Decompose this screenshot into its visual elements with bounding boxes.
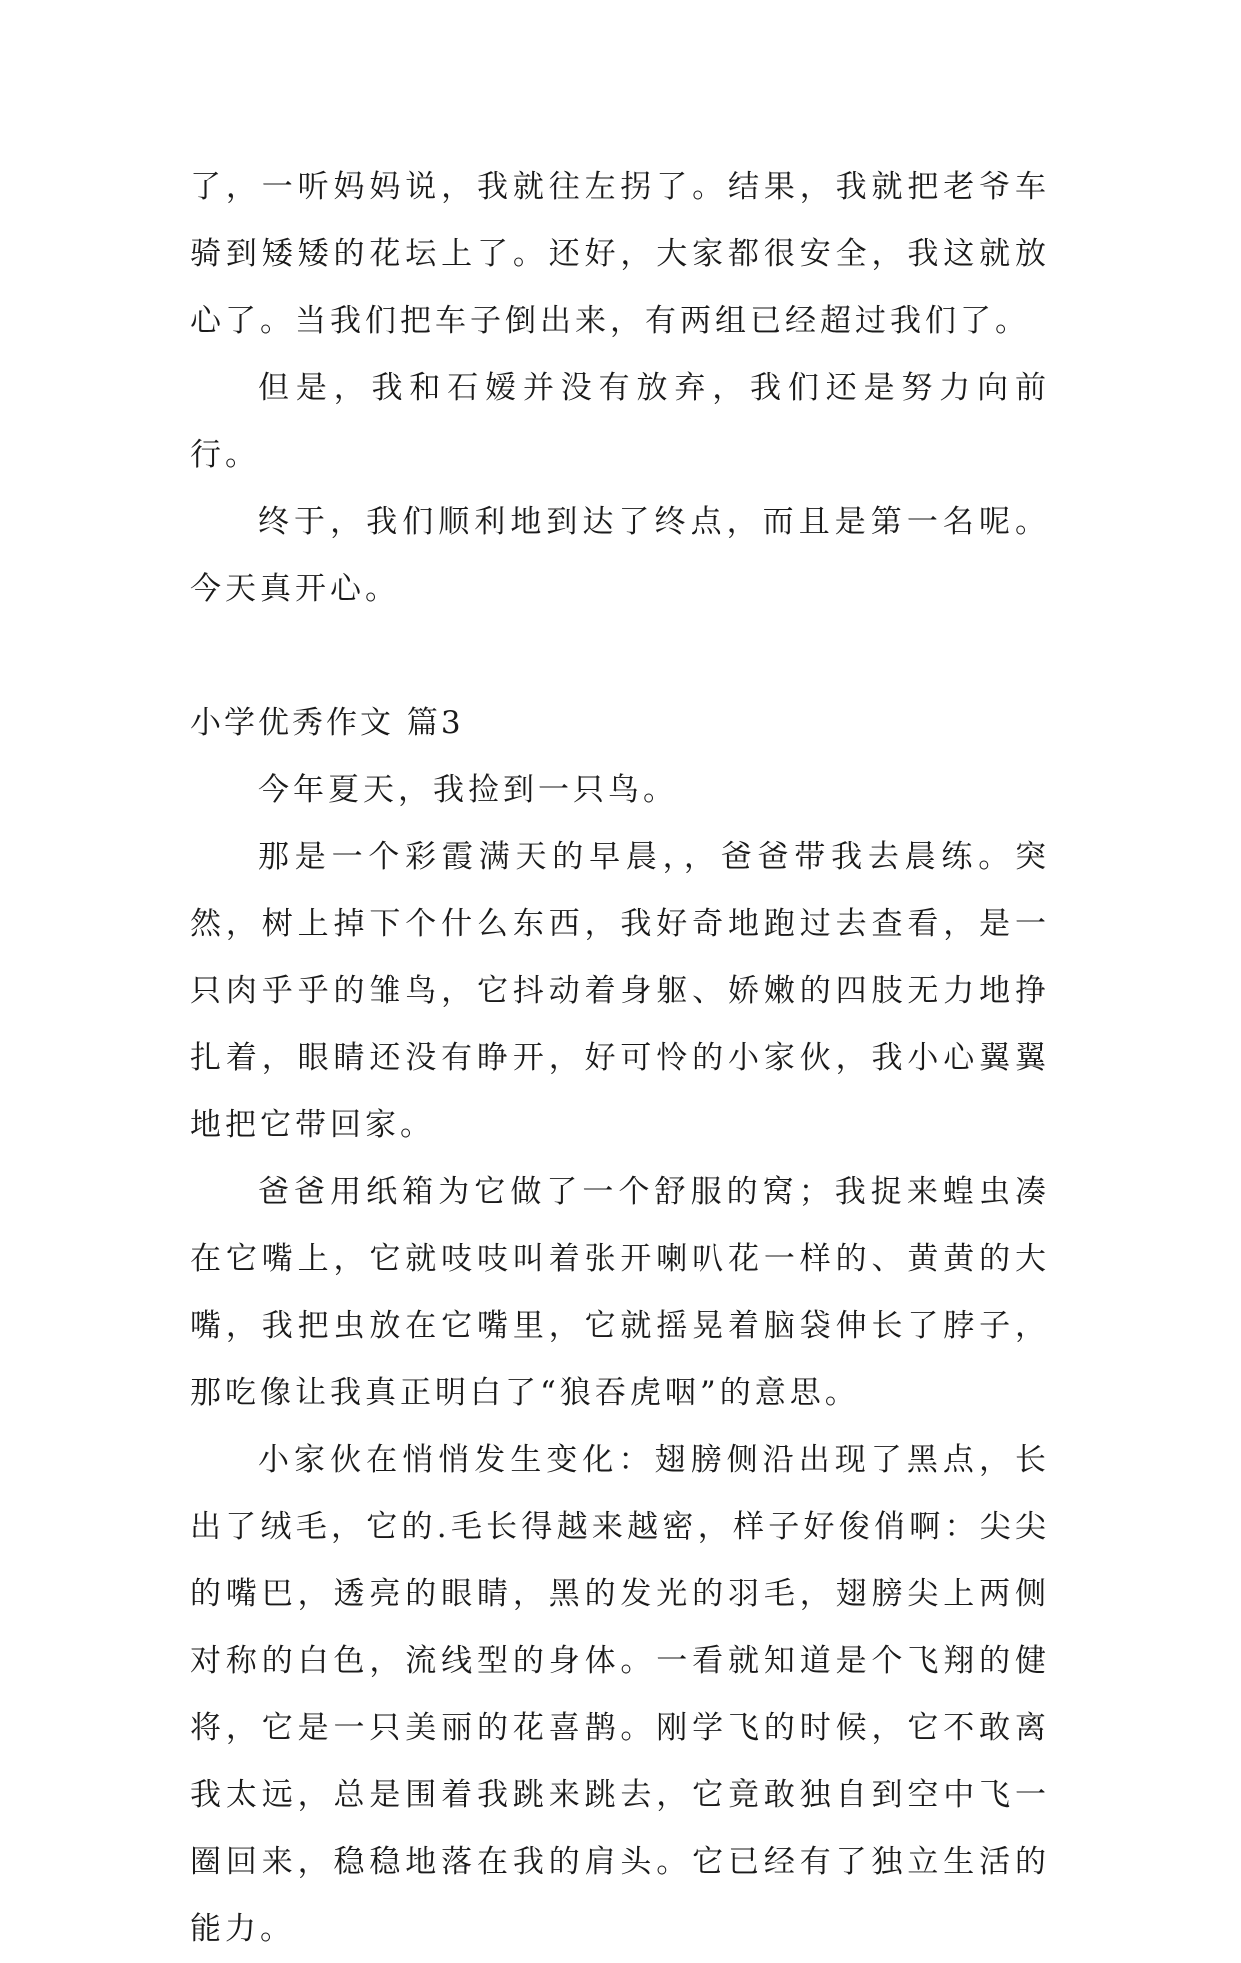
paragraph: 爸爸用纸箱为它做了一个舒服的窝；我捉来蝗虫凑在它嘴上，它就吱吱叫着张开喇叭花一样的、黄黄的大嘴，我把虫放在它嘴里，它就摇晃着脑袋伸长了脖子，那吃像让我真正明白了“狼吞虎咽”的意思。 bbox=[190, 1174, 1050, 1411]
paragraph-continued: 了，一听妈妈说，我就往左拐了。结果，我就把老爷车骑到矮矮的花坛上了。还好，大家都很安全，我这就放心了。当我们把车子倒出来，有两组已经超过我们了。 bbox=[190, 169, 1050, 339]
paragraph: 小家伙在悄悄发生变化：翅膀侧沿出现了黑点，长出了绒毛，它的.毛长得越来越密，样子好俊俏啊：尖尖的嘴巴，透亮的眼睛，黑的发光的羽毛，翅膀尖上两侧对称的白色，流线型的身体。一看就知道是个飞翔的健将，它是一只美丽的花喜鹊。刚学飞的时候，它不敢离我太远，总是围着我跳来跳去，它竟敢独自到空中飞一圈回来，稳稳地落在我的肩头。它已经有了独立生活的能力。 bbox=[190, 1442, 1050, 1947]
paragraph: 但是，我和石嫒并没有放弃，我们还是努力向前行。 bbox=[190, 370, 1050, 473]
paragraph: 今年夏天，我捡到一只鸟。 bbox=[258, 772, 678, 808]
section-title: 小学优秀作文 篇3 bbox=[190, 705, 464, 741]
document-body bbox=[190, 154, 1050, 1963]
paragraph: 那是一个彩霞满天的早晨，，爸爸带我去晨练。突然，树上掉下个什么东西，我好奇地跑过去查看，是一只肉乎乎的雏鸟，它抖动着身躯、娇嫩的四肢无力地挣扎着，眼睛还没有睁开，好可怜的小家伙，我小心翼翼地把它带回家。 bbox=[190, 839, 1050, 1143]
paragraph: 终于，我们顺利地到达了终点，而且是第一名呢。今天真开心。 bbox=[190, 504, 1050, 607]
